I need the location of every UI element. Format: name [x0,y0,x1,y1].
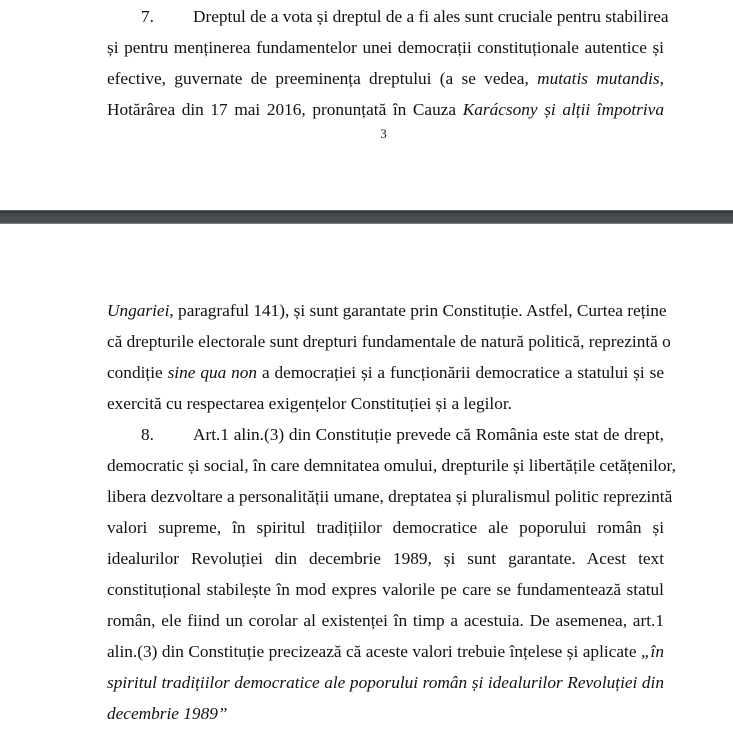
text-line [107,667,664,698]
italic-text: Karácsony și alții împotriva [462,100,664,119]
paragraph-7-continuation [107,295,671,419]
text-run: exercită cu respectarea exigențelor Constituției și a legilor. [107,394,512,413]
text-run: și pentru menținerea fundamentelor unei democrații constituționale autentice și [107,38,664,57]
italic-text: sine qua non [167,363,258,382]
paragraph-7 [107,1,669,125]
text-run: Dreptul de a vota și dreptul de a fi ales sunt cruciale pentru stabilirea [193,7,669,26]
text-line [107,512,664,543]
text-line [107,295,667,326]
text-run: valori supreme, în spiritul tradițiilor democratice ale poporului român și [107,518,664,537]
text-line-content [193,419,664,450]
text-line [107,388,664,419]
paragraph-number: 7. [141,7,154,26]
text-line [107,63,664,94]
text-run: român, ele fiind un corolar al existenței în timp a acestuia. De asemenea, art.1 [107,611,664,630]
text-run: alin.(3) din Constituție precizează că aceste valori trebuie înțelese și aplicate [107,642,641,661]
text-line [107,698,664,729]
text-line [107,419,664,450]
text-line [107,94,664,125]
text-line [107,605,664,636]
text-run: democratic și social, în care demnitatea omului, drepturile și libertățile cetățenilor, [107,456,676,475]
italic-text: Ungariei [107,301,170,320]
text-run: efective, guvernate de preeminența dreptului (a se vedea, [107,69,538,88]
text-run: libera dezvoltare a personalității umane, dreptatea și pluralismul politic reprezintă [107,487,673,506]
italic-text: decembrie 1989” [107,704,228,723]
text-line [107,574,664,605]
text-run: , paragraful 141), și sunt garantate prin Constituție. Astfel, Curtea reține [169,301,667,320]
text-run: că drepturile electorale sunt drepturi fundamentale de natură politică, reprezintă o [107,332,671,351]
text-line [107,326,671,357]
text-line [107,450,676,481]
text-run: a democrației și a funcționării democratice a statului și se [257,363,664,382]
italic-text: „în [640,642,664,661]
text-line [107,32,664,63]
text-run: Art.1 alin.(3) din Constituție prevede că România este stat de drept, [193,425,664,444]
text-run: , [659,69,664,88]
text-run: Hotărârea din 17 mai 2016, pronunțată în Cauza [107,100,463,119]
page-separator [0,210,733,224]
text-line [107,481,673,512]
page-number: 3 [380,126,387,141]
text-run: condiție [107,363,168,382]
text-line [107,357,664,388]
text-line [107,636,664,667]
document-page-bottom [0,224,733,723]
document-page-top [0,0,733,211]
italic-text: spiritul tradițiilor democratice ale poporului român și idealurilor Revoluției din [107,673,664,692]
text-line [107,1,669,32]
paragraph-number: 8. [141,425,154,444]
text-run: idealurilor Revoluției din decembrie 1989, și sunt garantate. Acest text [107,549,664,568]
italic-text: mutatis mutandis [537,69,660,88]
text-run: constituțional stabilește în mod expres valorile pe care se fundamentează statul [107,580,664,599]
paragraph-8 [107,419,676,729]
text-line [107,543,664,574]
text-line-content [193,1,669,32]
